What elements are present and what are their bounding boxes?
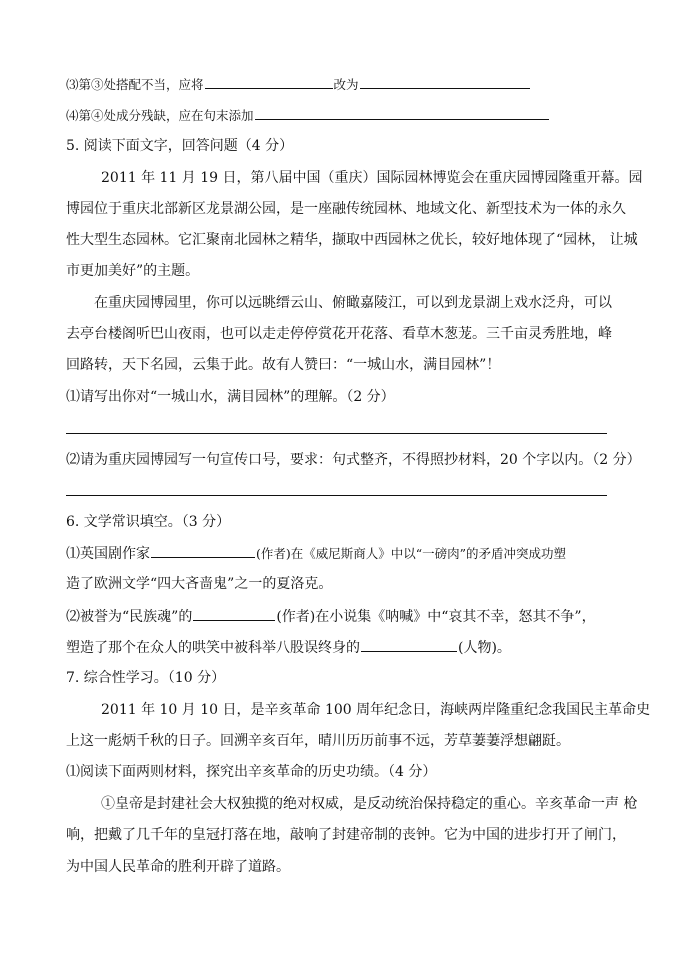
q6-s2-line-1: ⑵被誉为“民族魂”的 (作者)在小说集《呐喊》中“哀其不幸，怒其不争”， [66, 606, 596, 627]
q6-s1-line-2: 造了欧洲文学“四大吝啬鬼”之一的夏洛克。 [66, 576, 333, 592]
q7-material1-line-2: 响，把戴了几千年的皇冠打落在地，敲响了封建帝制的丧钟。它为中国的进步打开了闸门， [66, 827, 626, 843]
q5-sub1: ⑴请写出你对“一城山水，满目园林”的理解。（2 分） [66, 389, 395, 405]
q6-s2-author-blank[interactable] [193, 606, 275, 621]
q5-p1-line-4: 市更加美好”的主题。 [66, 263, 200, 279]
q6-heading: 6. 文学常识填空。（3 分） [66, 514, 231, 530]
q5-p1-line-3: 性大型生态园林。它汇聚南北园林之精华，撷取中西园林之优长，较好地体现了“园林， 让城 [66, 232, 638, 248]
q7-intro-line-2: 上这一彪炳千秋的日子。回溯辛亥百年，晴川历历前事不远，芳草萋萋浮想翩跹。 [66, 733, 570, 749]
q7-material1-line-1: ①皇帝是封建社会大权独揽的绝对权威，是反动统治保持稳定的重心。辛亥革命一声 枪 [101, 796, 638, 812]
q5-p2-line-3: 回路转，天下名园，云集于此。故有人赞曰：“一城山水，满目园林”！ [66, 357, 501, 373]
q4-item4-blank[interactable] [255, 105, 549, 120]
q4-item3: ⑶第③处搭配不当，应将 改为 [66, 74, 531, 95]
q5-p2-line-1: 在重庆园博园里，你可以远眺缙云山、俯瞰嘉陵江，可以到龙景湖上戏水泛舟，可以 [94, 295, 612, 311]
q7-material1-line-3: 为中国人民革命的胜利开辟了道路。 [66, 859, 290, 875]
q6-s2-character-blank[interactable] [361, 637, 457, 652]
q6-s2-line-2: 塑造了那个在众人的哄笑中被科举八股误终身的 (人物)。 [66, 637, 511, 658]
q5-sub1-answer-line[interactable] [66, 433, 607, 434]
q5-sub2-answer-line[interactable] [66, 495, 607, 496]
q5-p2-line-2: 去亭台楼阁听巴山夜雨，也可以走走停停赏花开花落、看草木葱茏。三千亩灵秀胜地，峰 [66, 326, 612, 342]
q4-item3-blank-1[interactable] [205, 74, 333, 89]
q5-p1-line-1: 2011 年 11 月 19 日，第八届中国（重庆）国际园林博览会在重庆园博园隆重开幕。园 [101, 170, 643, 186]
q5-p1-line-2: 博园位于重庆北部新区龙景湖公园，是一座融传统园林、地域文化、新型技术为一体的永久 [66, 201, 626, 217]
q5-heading: 5. 阅读下面文字，回答问题（4 分） [66, 138, 294, 154]
q7-sub1: ⑴阅读下面两则材料，探究出辛亥革命的历史功绩。（4 分） [66, 764, 437, 780]
q4-item3-blank-2[interactable] [360, 74, 530, 89]
q7-intro-line-1: 2011 年 10 月 10 日，是辛亥革命 100 周年纪念日，海峡两岸隆重纪念我国民主革命史 [101, 702, 651, 718]
q6-s1-author-blank[interactable] [151, 543, 255, 558]
q7-heading: 7. 综合性学习。（10 分） [66, 670, 226, 686]
q5-sub2: ⑵请为重庆园博园写一句宣传口号，要求：句式整齐，不得照抄材料，20 个字以内。（2 分） [66, 452, 641, 468]
q4-item4: ⑷第④处成分残缺，应在句末添加 [66, 105, 550, 126]
q6-s1-line-1: ⑴英国剧作家 (作者)在《威尼斯商人》中以“一磅肉”的矛盾冲突成功塑 [66, 543, 566, 564]
